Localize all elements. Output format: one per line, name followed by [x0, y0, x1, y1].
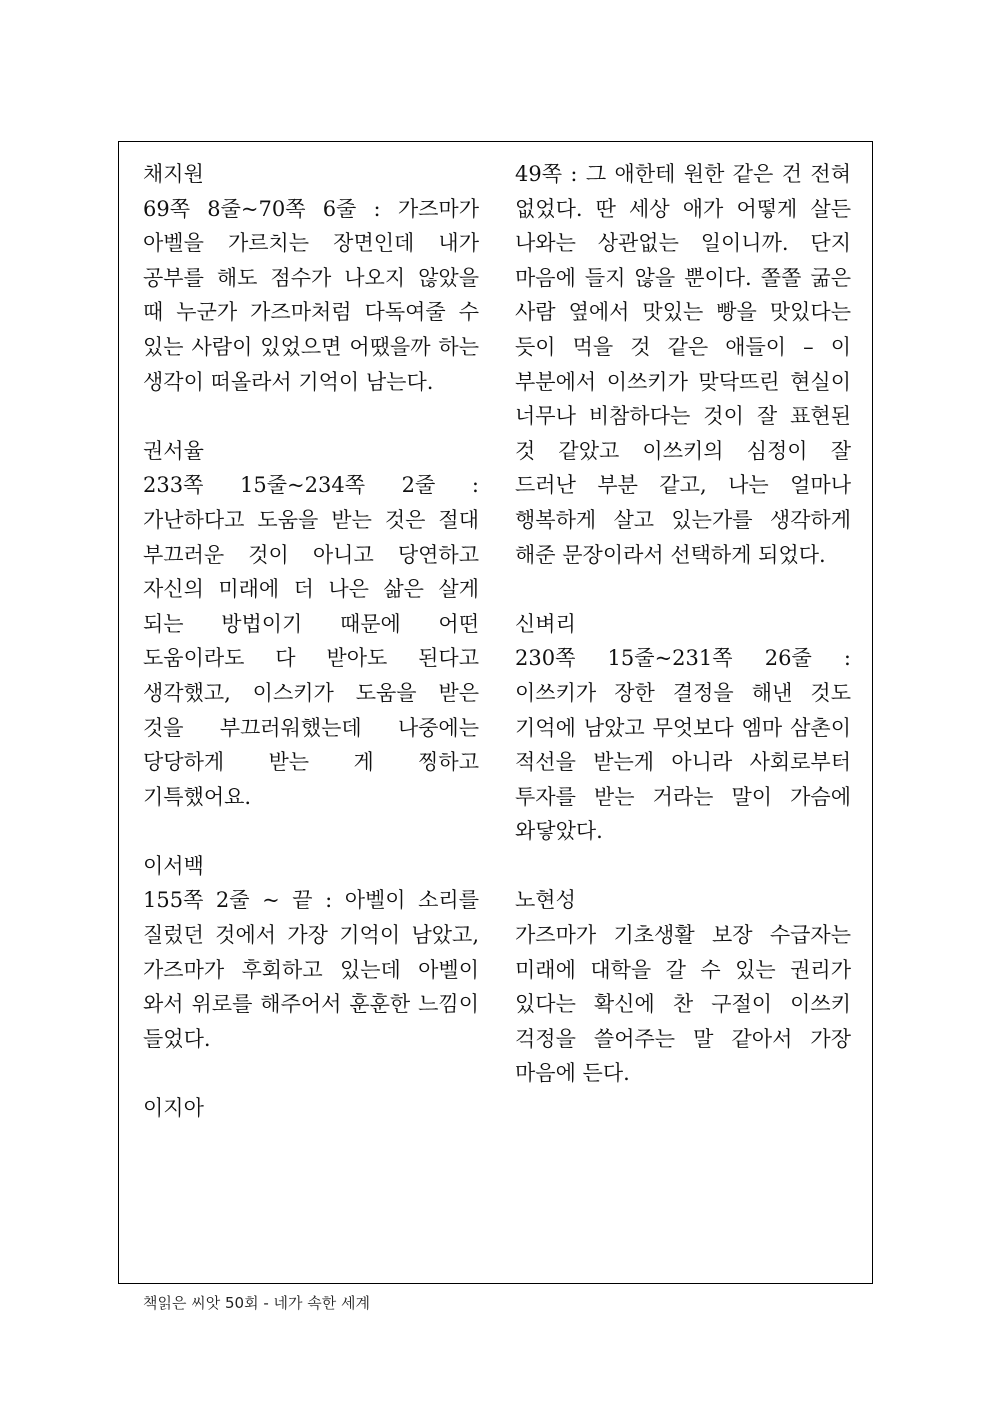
- entry: [515, 607, 851, 849]
- entry-author: 신벼리: [515, 611, 576, 636]
- entry-author: 이서백: [143, 853, 204, 878]
- entry-text: 155쪽 2줄 ~ 끝 : 아벨이 소리를 질렀던 것에서 가장 기억이 남았고, 가즈마가 후회하고 있는데 아벨이 와서 위로를 해주어서 훈훈한 느낌이 들었다.: [143, 888, 479, 1051]
- page-footer: 책읽은 씨앗 50회 - 네가 속한 세계: [143, 1294, 370, 1312]
- entry: [515, 883, 851, 1091]
- left-column: [143, 157, 479, 1160]
- entry-text: 49쪽 : 그 애한테 원한 같은 건 전혀 없었다. 딴 세상 애가 어떻게 살든 나와는 상관없는 일이니까. 단지 마음에 들지 않을 뿐이다. 쫄쫄 굶은 사람 옆에서 맛있는 빵을 맛있다는 듯이 먹을 것 같은 애들이 – 이 부분에서 이쓰키가 맞닥뜨린 현실이 너무나 비참하다는 것이 잘 표현된 것 같았고 이쓰키의 심정이 잘 드러난 부분 같고, 나는 얼마나 행복하게 살고 있는가를 생각하게 해준 문장이라서 선택하게 되었다.: [515, 162, 851, 567]
- entry-text: 230쪽 15줄~231쪽 26줄 : 이쓰키가 장한 결정을 해낸 것도 기억에 남았고 무엇보다 엠마 삼촌이 적선을 받는게 아니라 사회로부터 투자를 받는 거라는 말이 가슴에 와닿았다.: [515, 646, 851, 844]
- entry: [143, 1091, 479, 1126]
- entry: [515, 157, 851, 572]
- entry-text: 233쪽 15줄~234쪽 2줄 : 가난하다고 도움을 받는 것은 절대 부끄러운 것이 아니고 당연하고 자신의 미래에 더 나은 삶은 살게 되는 방법이기 때문에 어떤 도움이라도 다 받아도 된다고 생각했고, 이스키가 도움을 받은 것을 부끄러워했는데 나중에는 당당하게 받는 게 찡하고 기특했어요.: [143, 473, 479, 809]
- entry-author: 권서율: [143, 438, 204, 463]
- entry: [143, 849, 479, 1057]
- entry-text: 69쪽 8줄~70쪽 6줄 : 가즈마가 아벨을 가르치는 장면인데 내가 공부를 해도 점수가 나오지 않았을 때 누군가 가즈마처럼 다독여줄 수 있는 사람이 있었으면 어땠을까 하는 생각이 떠올라서 기억이 남는다.: [143, 196, 479, 394]
- entry-author: 채지원: [143, 162, 204, 186]
- entry-author: 이지아: [143, 1096, 204, 1121]
- entry-text: 가즈마가 기초생활 보장 수급자는 미래에 대학을 갈 수 있는 권리가 있다는 확신에 찬 구절이 이쓰키 걱정을 쓸어주는 말 같아서 가장 마음에 든다.: [515, 923, 851, 1086]
- right-column: [515, 157, 851, 1126]
- entry: [143, 157, 479, 399]
- entry: [143, 434, 479, 815]
- entry-author: 노현성: [515, 888, 576, 913]
